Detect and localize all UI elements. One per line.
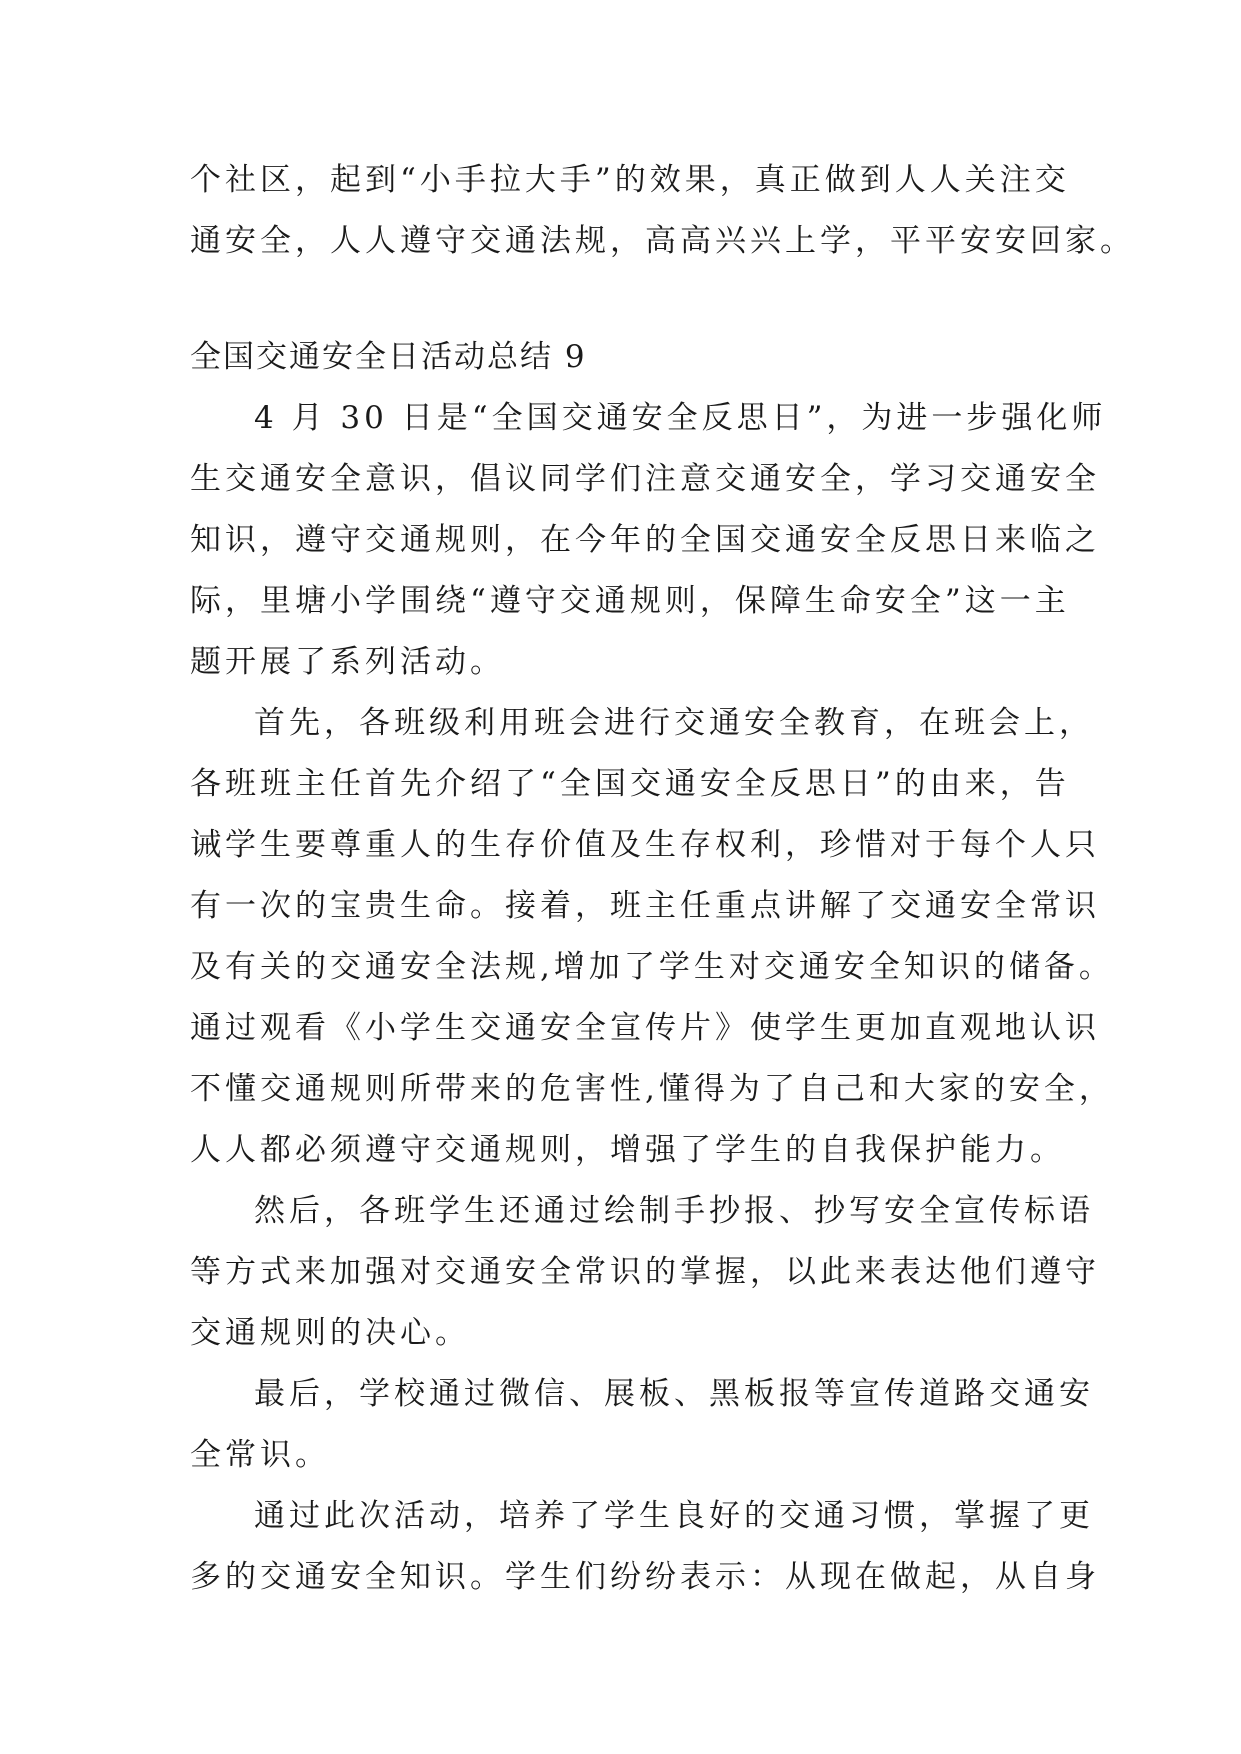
paragraph-2 <box>190 693 1114 1181</box>
text-line: 全常识。 <box>190 1437 330 1473</box>
text-line: 各班班主任首先介绍了“全国交通安全反思日”的由来，告 <box>190 766 1070 802</box>
text-line: 题开展了系列活动。 <box>190 644 505 680</box>
section-heading: 全国交通安全日活动总结 9 <box>190 339 587 375</box>
paragraph-continued <box>190 150 1135 272</box>
text-line: 际，里塘小学围绕“遵守交通规则，保障生命安全”这一主 <box>190 583 1070 619</box>
text-line: 生交通安全意识，倡议同学们注意交通安全，学习交通安全 <box>190 461 1100 497</box>
text-line: 多的交通安全知识。学生们纷纷表示：从现在做起，从自身 <box>190 1559 1100 1595</box>
text-line: 通过观看《小学生交通安全宣传片》使学生更加直观地认识 <box>190 1010 1100 1046</box>
paragraph-1 <box>190 388 1107 693</box>
text-line: 人人都必须遵守交通规则，增强了学生的自我保护能力。 <box>190 1132 1065 1168</box>
text-line: 等方式来加强对交通安全常识的掌握，以此来表达他们遵守 <box>190 1254 1100 1290</box>
text-line: 知识，遵守交通规则，在今年的全国交通安全反思日来临之 <box>190 522 1100 558</box>
text-line: 最后，学校通过微信、展板、黑板报等宣传道路交通安 <box>254 1376 1094 1412</box>
paragraph-3 <box>190 1181 1100 1364</box>
text-line: 通安全，人人遵守交通法规，高高兴兴上学，平平安安回家。 <box>190 223 1135 259</box>
text-line: 有一次的宝贵生命。接着，班主任重点讲解了交通安全常识 <box>190 888 1100 924</box>
text-line: 然后，各班学生还通过绘制手抄报、抄写安全宣传标语 <box>254 1193 1094 1229</box>
text-line: 不懂交通规则所带来的危害性,懂得为了自己和大家的安全， <box>190 1071 1114 1107</box>
text-line: 及有关的交通安全法规,增加了学生对交通安全知识的储备。 <box>190 949 1114 985</box>
text-line: 交通规则的决心。 <box>190 1315 470 1351</box>
document-body <box>190 150 1135 1608</box>
text-line: 诫学生要尊重人的生存价值及生存权利，珍惜对于每个人只 <box>190 827 1100 863</box>
text-line: 4 月 30 日是“全国交通安全反思日”，为进一步强化师 <box>254 400 1107 436</box>
text-line: 个社区，起到“小手拉大手”的效果，真正做到人人关注交 <box>190 162 1070 198</box>
text-line: 首先，各班级利用班会进行交通安全教育，在班会上， <box>254 705 1094 741</box>
text-line: 通过此次活动，培养了学生良好的交通习惯，掌握了更 <box>254 1498 1094 1534</box>
paragraph-4 <box>190 1364 1094 1486</box>
paragraph-5 <box>190 1486 1100 1608</box>
